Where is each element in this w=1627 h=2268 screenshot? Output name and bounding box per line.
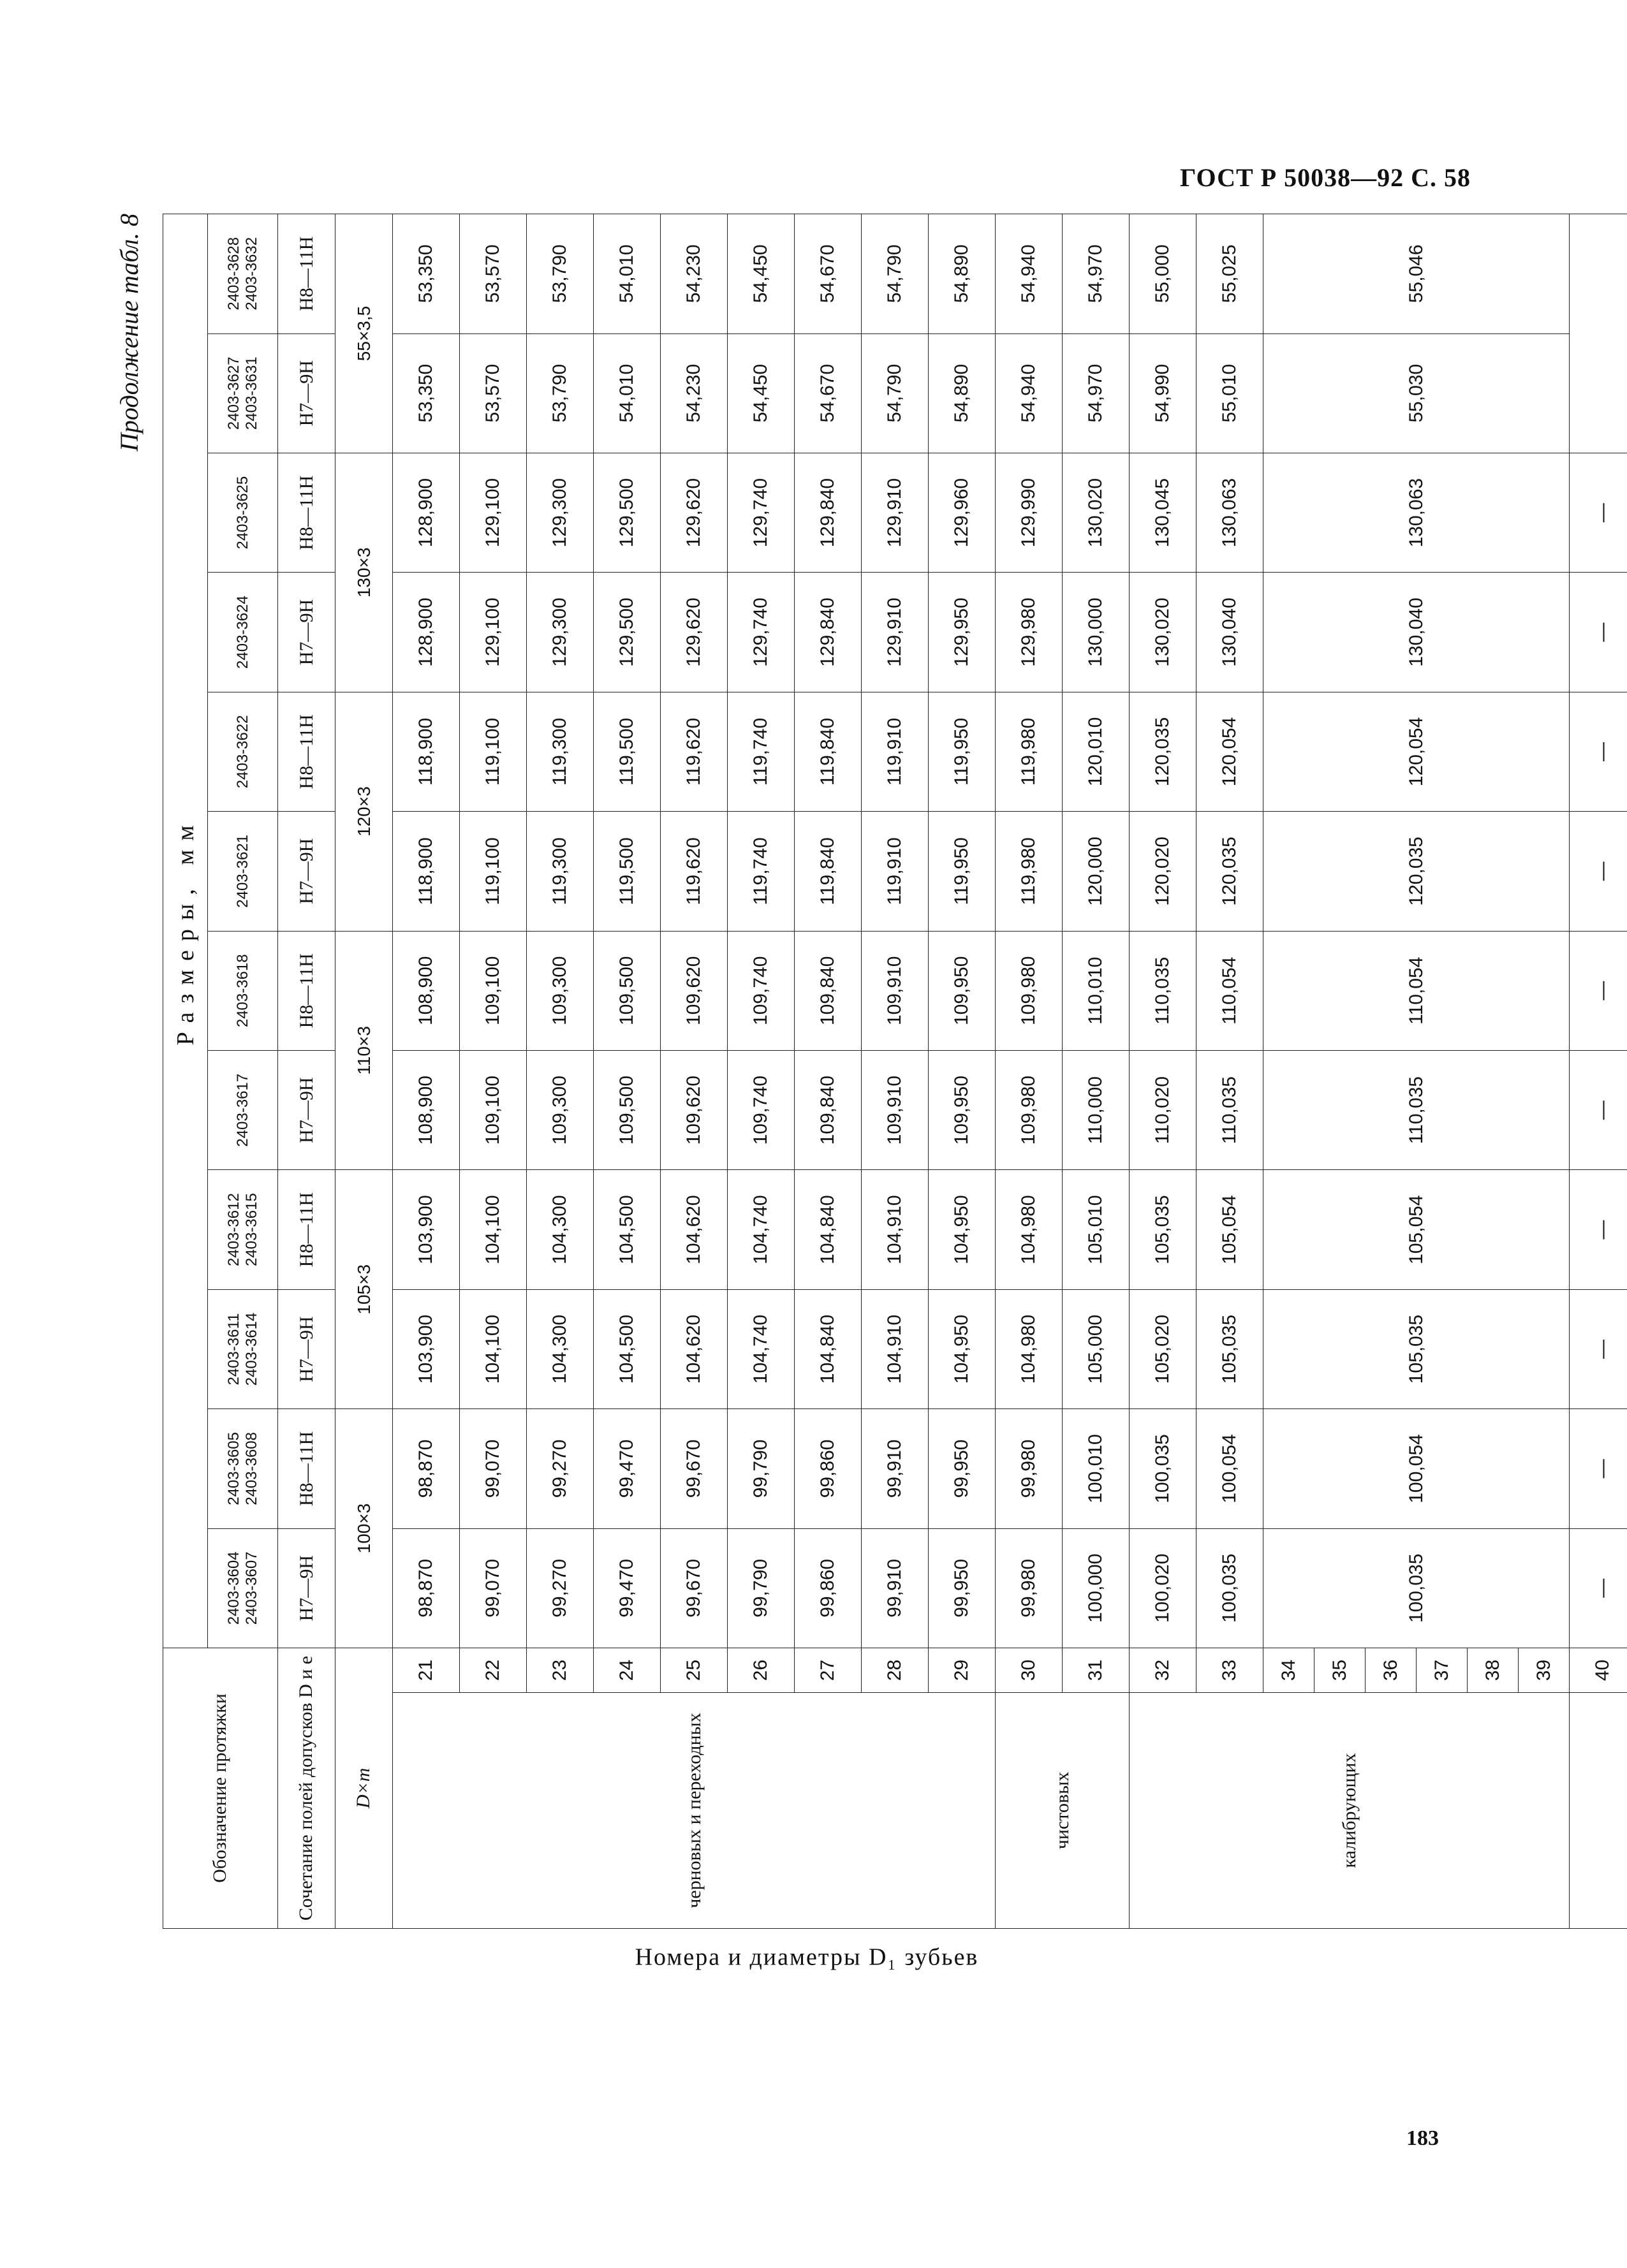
value-cell: 119,620	[661, 812, 728, 931]
value-cell: 129,620	[661, 573, 728, 692]
value-cell: 109,500	[594, 1050, 661, 1169]
designation-header: Обозначение протяжки	[163, 1648, 278, 1929]
value-cell: 99,860	[795, 1409, 862, 1528]
value-cell: 54,790	[862, 214, 929, 334]
tolerance-cell: H7—9H	[278, 1528, 335, 1648]
value-cell: 105,035	[1130, 1170, 1196, 1289]
value-cell: 110,010	[1063, 931, 1130, 1050]
dash-cell: —	[1570, 812, 1627, 931]
value-cell: 104,840	[795, 1170, 862, 1289]
value-cell: 129,980	[996, 573, 1063, 692]
tolerance-cell: H8—11H	[278, 931, 335, 1050]
value-cell: 53,350	[393, 214, 460, 334]
code-header: 2403-3605 2403-3608	[208, 1409, 278, 1528]
tolerance-header: Сочетание полей допусков D и e	[278, 1648, 335, 1929]
value-cell: 98,870	[393, 1409, 460, 1528]
table-row	[996, 214, 1063, 1929]
rotated-table-wrapper	[115, 214, 1613, 1986]
value-cell: 55,025	[1196, 214, 1263, 334]
value-cell: 120,010	[1063, 692, 1130, 811]
value-cell: 54,970	[1063, 214, 1130, 334]
page-header: ГОСТ Р 50038—92 С. 58	[1180, 163, 1471, 192]
group-blank	[1570, 1693, 1627, 1929]
value-cell: 99,910	[862, 1528, 929, 1648]
size-group: 110×3	[335, 931, 393, 1170]
tooth-number: 23	[527, 1648, 594, 1693]
code-header: 2403-3611 2403-3614	[208, 1289, 278, 1408]
value-cell: 104,980	[996, 1170, 1063, 1289]
data-table	[163, 214, 1627, 1929]
tooth-number: 24	[594, 1648, 661, 1693]
value-cell: 109,910	[862, 1050, 929, 1169]
value-cell: 99,070	[460, 1528, 527, 1648]
value-cell: 119,300	[527, 692, 594, 811]
value-cell: 100,054	[1196, 1409, 1263, 1528]
tolerance-cell: H7—9H	[278, 573, 335, 692]
value-cell: 104,840	[795, 1289, 862, 1408]
value-cell: 99,670	[661, 1409, 728, 1528]
value-cell: 104,950	[929, 1289, 996, 1408]
value-cell: 99,670	[661, 1528, 728, 1648]
value-cell: 100,020	[1130, 1528, 1196, 1648]
value-cell: 103,900	[393, 1289, 460, 1408]
value-cell: 129,300	[527, 453, 594, 572]
value-cell: 54,890	[929, 333, 996, 453]
value-cell: 129,950	[929, 573, 996, 692]
value-cell: 118,900	[393, 812, 460, 931]
table-row	[1263, 214, 1314, 1929]
value-cell: 119,840	[795, 812, 862, 931]
value-cell: 109,100	[460, 931, 527, 1050]
table-row	[862, 214, 929, 1929]
value-cell: 109,980	[996, 931, 1063, 1050]
table-row	[1570, 214, 1627, 1929]
value-cell: 110,000	[1063, 1050, 1130, 1169]
tooth-number: 21	[393, 1648, 460, 1693]
value-cell: 119,500	[594, 812, 661, 931]
tooth-number: 39	[1519, 1648, 1570, 1693]
tooth-number: 32	[1130, 1648, 1196, 1693]
table-row	[728, 214, 795, 1929]
tooth-number: 28	[862, 1648, 929, 1693]
code-header: 2403-3625	[208, 453, 278, 572]
tolerance-cell: H8—11H	[278, 1170, 335, 1289]
value-cell: 100,035	[1130, 1409, 1196, 1528]
tolerance-cell: H8—11H	[278, 214, 335, 334]
value-cell: 128,900	[393, 453, 460, 572]
tooth-number: 38	[1468, 1648, 1519, 1693]
value-cell: 109,100	[460, 1050, 527, 1169]
tooth-number: 29	[929, 1648, 996, 1693]
value-cell: 129,990	[996, 453, 1063, 572]
value-cell: 130,040	[1196, 573, 1263, 692]
tooth-number: 30	[996, 1648, 1063, 1693]
value-cell: 130,020	[1130, 573, 1196, 692]
value-cell: 105,020	[1130, 1289, 1196, 1408]
value-cell: 55,000	[1130, 214, 1196, 334]
dash-cell: —	[1570, 1170, 1627, 1289]
table-row	[1196, 214, 1263, 1929]
size-group: 130×3	[335, 453, 393, 692]
tooth-number: 26	[728, 1648, 795, 1693]
tooth-number: 35	[1314, 1648, 1366, 1693]
value-cell: 129,840	[795, 453, 862, 572]
value-cell: 54,990	[1130, 333, 1196, 453]
value-cell: 109,740	[728, 1050, 795, 1169]
dash-cell: —	[1570, 453, 1627, 572]
value-cell: 109,620	[661, 1050, 728, 1169]
value-cell: 108,900	[393, 1050, 460, 1169]
table-row	[393, 214, 460, 1929]
value-cell: 104,620	[661, 1289, 728, 1408]
value-cell: 54,940	[996, 214, 1063, 334]
value-cell: 110,020	[1130, 1050, 1196, 1169]
calib-value-cell: 120,035	[1263, 812, 1570, 931]
code-header: 2403-3618	[208, 931, 278, 1050]
value-cell: 100,035	[1196, 1528, 1263, 1648]
value-cell: 109,840	[795, 1050, 862, 1169]
calib-value-cell: 130,040	[1263, 573, 1570, 692]
code-header: 2403-3624	[208, 573, 278, 692]
value-cell: 129,300	[527, 573, 594, 692]
calib-value-cell: 100,035	[1263, 1528, 1570, 1648]
code-header: 2403-3628 2403-3632	[208, 214, 278, 334]
value-cell: 54,230	[661, 214, 728, 334]
code-header: 2403-3627 2403-3631	[208, 333, 278, 453]
value-cell: 100,010	[1063, 1409, 1130, 1528]
value-cell: 99,270	[527, 1528, 594, 1648]
tolerance-cell: H8—11H	[278, 453, 335, 572]
value-cell: 129,500	[594, 573, 661, 692]
table-row	[929, 214, 996, 1929]
value-cell: 120,000	[1063, 812, 1130, 931]
value-cell: 105,054	[1196, 1170, 1263, 1289]
value-cell: 54,790	[862, 333, 929, 453]
value-cell: 99,470	[594, 1409, 661, 1528]
value-cell: 130,020	[1063, 453, 1130, 572]
group-calib: калибрующих	[1130, 1693, 1570, 1929]
code-header: 2403-3612 2403-3615	[208, 1170, 278, 1289]
value-cell: 104,100	[460, 1170, 527, 1289]
value-cell: 99,980	[996, 1528, 1063, 1648]
value-cell: 130,063	[1196, 453, 1263, 572]
value-cell: 99,270	[527, 1409, 594, 1528]
value-cell: 119,950	[929, 692, 996, 811]
value-cell: 129,910	[862, 573, 929, 692]
tolerance-cell: H7—9H	[278, 1289, 335, 1408]
value-cell: 105,000	[1063, 1289, 1130, 1408]
value-cell: 119,100	[460, 692, 527, 811]
tooth-number: 31	[1063, 1648, 1130, 1693]
tooth-number: 33	[1196, 1648, 1263, 1693]
value-cell: 109,910	[862, 931, 929, 1050]
value-cell: 99,070	[460, 1409, 527, 1528]
dash-cell: —	[1570, 692, 1627, 811]
value-cell: 119,950	[929, 812, 996, 931]
calib-value-cell: 55,046	[1263, 214, 1570, 334]
value-cell: 120,054	[1196, 692, 1263, 811]
value-cell: 54,450	[728, 214, 795, 334]
value-cell: 104,620	[661, 1170, 728, 1289]
table-row	[1063, 214, 1130, 1929]
value-cell: 54,230	[661, 333, 728, 453]
value-cell: 129,500	[594, 453, 661, 572]
value-cell: 119,980	[996, 692, 1063, 811]
value-cell: 53,570	[460, 333, 527, 453]
value-cell: 104,300	[527, 1289, 594, 1408]
value-cell: 53,790	[527, 333, 594, 453]
tolerance-row	[278, 214, 335, 1929]
calib-value-cell: 105,035	[1263, 1289, 1570, 1408]
table-caption: Продолжение табл. 8	[115, 214, 144, 452]
value-cell: 119,740	[728, 812, 795, 931]
value-cell: 120,035	[1130, 692, 1196, 811]
header-row-title	[163, 214, 208, 1929]
value-cell: 55,010	[1196, 333, 1263, 453]
dash-cell: —	[1570, 573, 1627, 692]
calib-value-cell: 110,035	[1263, 1050, 1570, 1169]
value-cell: 130,045	[1130, 453, 1196, 572]
value-cell: 120,020	[1130, 812, 1196, 931]
value-cell: 108,900	[393, 931, 460, 1050]
value-cell: 54,970	[1063, 333, 1130, 453]
dash-cell: —	[1570, 1050, 1627, 1169]
value-cell: 109,300	[527, 1050, 594, 1169]
value-cell: 129,740	[728, 573, 795, 692]
sizes-title: Размеры, мм	[163, 214, 208, 1648]
calib-value-cell: 120,054	[1263, 692, 1570, 811]
value-cell: 54,010	[594, 214, 661, 334]
value-cell: 109,950	[929, 1050, 996, 1169]
value-cell: 119,300	[527, 812, 594, 931]
code-header: 2403-3604 2403-3607	[208, 1528, 278, 1648]
value-cell: 99,860	[795, 1528, 862, 1648]
value-cell: 54,010	[594, 333, 661, 453]
value-cell: 119,500	[594, 692, 661, 811]
calib-value-cell: 110,054	[1263, 931, 1570, 1050]
value-cell: 104,910	[862, 1289, 929, 1408]
value-cell: 53,790	[527, 214, 594, 334]
group-rough: черновых и переходных	[393, 1693, 996, 1929]
tolerance-cell: H7—9H	[278, 812, 335, 931]
size-group: 120×3	[335, 692, 393, 931]
value-cell: 129,910	[862, 453, 929, 572]
value-cell: 53,570	[460, 214, 527, 334]
table-row	[460, 214, 527, 1929]
value-cell: 109,620	[661, 931, 728, 1050]
calib-value-cell: 55,030	[1263, 333, 1570, 453]
value-cell: 104,740	[728, 1170, 795, 1289]
dash-cell: —	[1570, 1289, 1627, 1408]
code-header: 2403-3621	[208, 812, 278, 931]
value-cell: 104,500	[594, 1170, 661, 1289]
tooth-number: 36	[1366, 1648, 1417, 1693]
value-cell: 54,890	[929, 214, 996, 334]
value-cell: 104,980	[996, 1289, 1063, 1408]
side-title	[163, 1929, 1451, 1986]
table-row	[527, 214, 594, 1929]
dash-cell: —	[1570, 1409, 1627, 1528]
value-cell: 105,010	[1063, 1170, 1130, 1289]
value-cell: 109,980	[996, 1050, 1063, 1169]
code-header: 2403-3622	[208, 692, 278, 811]
value-cell: 110,035	[1196, 1050, 1263, 1169]
value-cell: 104,740	[728, 1289, 795, 1408]
dxm-header: D×m	[335, 1648, 393, 1929]
size-group: 105×3	[335, 1170, 393, 1409]
value-cell: 129,960	[929, 453, 996, 572]
table-row	[661, 214, 728, 1929]
value-cell: 109,950	[929, 931, 996, 1050]
value-cell: 99,980	[996, 1409, 1063, 1528]
table-row	[795, 214, 862, 1929]
value-cell: 99,950	[929, 1528, 996, 1648]
value-cell: 129,100	[460, 573, 527, 692]
group-finish: чистовых	[996, 1693, 1130, 1929]
code-header: 2403-3617	[208, 1050, 278, 1169]
calib-value-cell: 130,063	[1263, 453, 1570, 572]
value-cell: 129,740	[728, 453, 795, 572]
value-cell: 54,940	[996, 333, 1063, 453]
value-cell: 129,620	[661, 453, 728, 572]
value-cell: 99,470	[594, 1528, 661, 1648]
value-cell: 128,900	[393, 573, 460, 692]
value-cell: 103,900	[393, 1170, 460, 1289]
value-cell: 109,740	[728, 931, 795, 1050]
value-cell: 105,035	[1196, 1289, 1263, 1408]
value-cell: 118,900	[393, 692, 460, 811]
size-group: 55×3,5	[335, 214, 393, 453]
tooth-number: 22	[460, 1648, 527, 1693]
value-cell: 104,300	[527, 1170, 594, 1289]
value-cell: 110,054	[1196, 931, 1263, 1050]
value-cell: 104,500	[594, 1289, 661, 1408]
value-cell: 119,840	[795, 692, 862, 811]
calib-value-cell: 100,054	[1263, 1409, 1570, 1528]
tolerance-cell: H8—11H	[278, 692, 335, 811]
tooth-number: 40	[1570, 1648, 1627, 1693]
value-cell: 119,620	[661, 692, 728, 811]
blank-cell	[1570, 214, 1627, 453]
table-row	[594, 214, 661, 1929]
value-cell: 104,100	[460, 1289, 527, 1408]
value-cell: 99,790	[728, 1528, 795, 1648]
tolerance-cell: H8—11H	[278, 1409, 335, 1528]
value-cell: 54,670	[795, 333, 862, 453]
tolerance-cell: H7—9H	[278, 333, 335, 453]
tooth-number: 34	[1263, 1648, 1314, 1693]
tolerance-cell: H7—9H	[278, 1050, 335, 1169]
value-cell: 119,980	[996, 812, 1063, 931]
value-cell: 130,000	[1063, 573, 1130, 692]
size-group: 100×3	[335, 1409, 393, 1648]
value-cell: 129,100	[460, 453, 527, 572]
value-cell: 109,500	[594, 931, 661, 1050]
value-cell: 109,300	[527, 931, 594, 1050]
value-cell: 99,910	[862, 1409, 929, 1528]
value-cell: 54,450	[728, 333, 795, 453]
calib-value-cell: 105,054	[1263, 1170, 1570, 1289]
dash-cell: —	[1570, 1528, 1627, 1648]
size-row	[335, 214, 393, 1929]
value-cell: 53,350	[393, 333, 460, 453]
value-cell: 129,840	[795, 573, 862, 692]
value-cell: 104,950	[929, 1170, 996, 1289]
value-cell: 100,000	[1063, 1528, 1130, 1648]
value-cell: 120,035	[1196, 812, 1263, 931]
dash-cell: —	[1570, 931, 1627, 1050]
side-title-text: Номера и диаметры D₁ зубьев	[635, 1943, 979, 1971]
value-cell: 104,910	[862, 1170, 929, 1289]
table-row	[1130, 214, 1196, 1929]
page-number: 183	[1406, 2126, 1439, 2150]
value-cell: 119,910	[862, 692, 929, 811]
value-cell: 98,870	[393, 1528, 460, 1648]
tooth-number: 27	[795, 1648, 862, 1693]
tooth-number: 37	[1417, 1648, 1468, 1693]
value-cell: 119,740	[728, 692, 795, 811]
value-cell: 54,670	[795, 214, 862, 334]
value-cell: 119,100	[460, 812, 527, 931]
tooth-number: 25	[661, 1648, 728, 1693]
value-cell: 110,035	[1130, 931, 1196, 1050]
value-cell: 119,910	[862, 812, 929, 931]
value-cell: 109,840	[795, 931, 862, 1050]
value-cell: 99,950	[929, 1409, 996, 1528]
value-cell: 99,790	[728, 1409, 795, 1528]
